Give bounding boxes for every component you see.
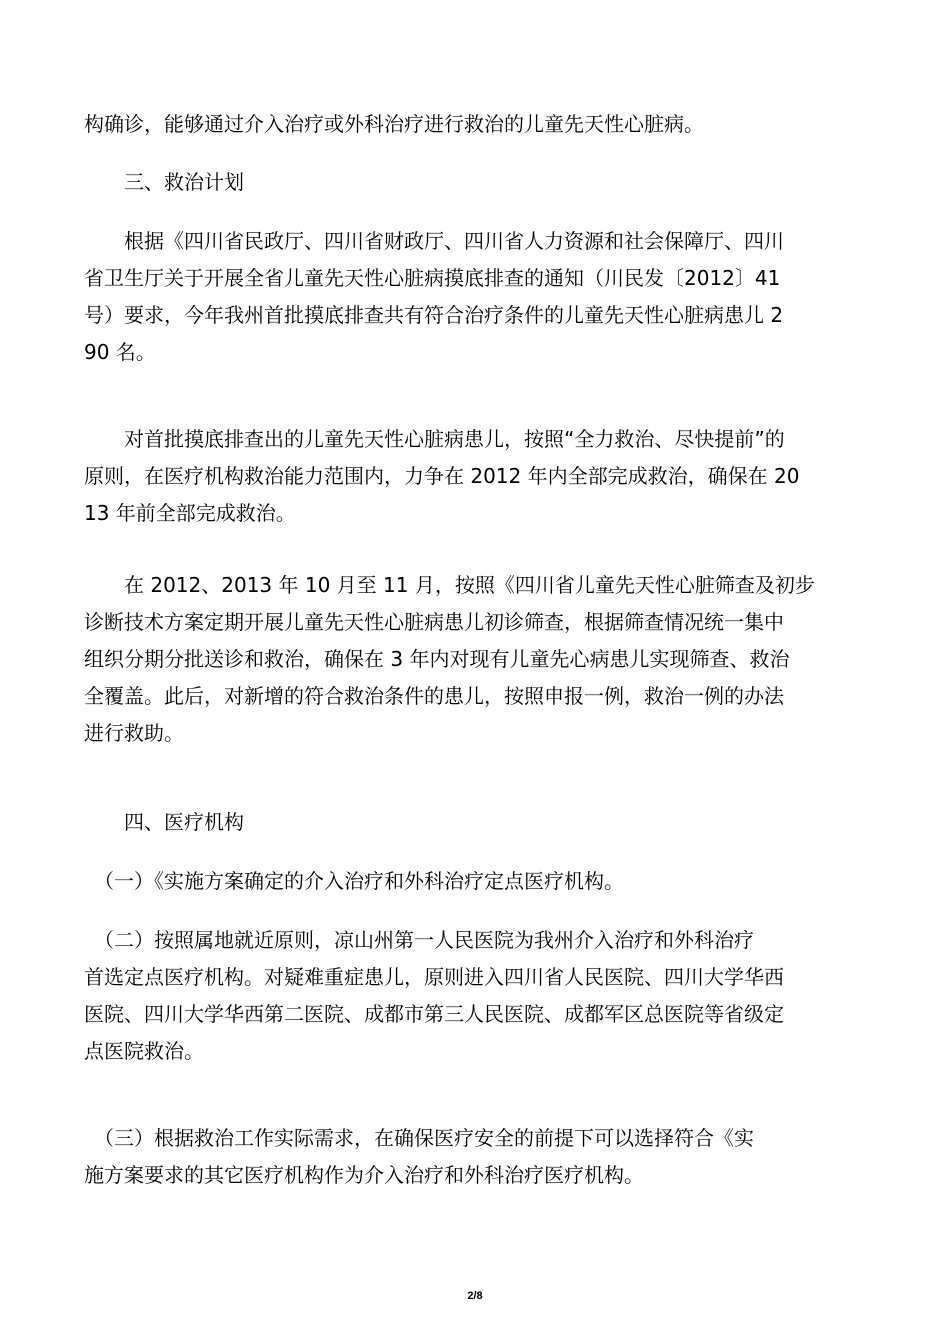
paragraph-plan-1 xyxy=(84,223,866,371)
paragraph-intro-tail xyxy=(84,106,866,143)
heading-text: 三、救治计划 xyxy=(84,170,244,194)
text-line: 全覆盖。此后，对新增的符合救治条件的患儿，按照申报一例，救治一例的办法 xyxy=(84,684,784,708)
text-line: （二）按照属地就近原则，凉山州第一人民医院为我州介入治疗和外科治疗 xyxy=(84,928,754,952)
text-line: 根据《四川省民政厅、四川省财政厅、四川省人力资源和社会保障厅、四川 xyxy=(84,229,784,253)
text-line: 原则，在医疗机构救治能力范围内，力争在 2012 年内全部完成救治，确保在 20 xyxy=(84,464,800,488)
paragraph-institution-2 xyxy=(84,922,866,1070)
text-line: 进行救助。 xyxy=(84,721,184,745)
text-line: 省卫生厅关于开展全省儿童先天性心脏病摸底排查的通知（川民发〔2012〕41 xyxy=(84,266,781,290)
paragraph-institution-1 xyxy=(84,863,866,900)
text-line: 号）要求，今年我州首批摸底排查共有符合治疗条件的儿童先天性心脏病患儿 2 xyxy=(84,303,784,327)
text-line: 首选定点医疗机构。对疑难重症患儿，原则进入四川省人民医院、四川大学华西 xyxy=(84,965,784,989)
text-line: 施方案要求的其它医疗机构作为介入治疗和外科治疗医疗机构。 xyxy=(84,1163,644,1187)
section-heading-3 xyxy=(84,164,866,201)
paragraph-plan-2 xyxy=(84,421,866,532)
section-heading-4 xyxy=(84,804,866,841)
text-line: 诊断技术方案定期开展儿童先天性心脏病患儿初诊筛查，根据筛查情况统一集中 xyxy=(84,610,784,634)
page-number: 2/8 xyxy=(467,1290,483,1302)
text-line: 医院、四川大学华西第二医院、成都市第三人民医院、成都军区总医院等省级定 xyxy=(84,1002,784,1026)
text-line: （一）《实施方案确定的介入治疗和外科治疗定点医疗机构。 xyxy=(84,869,624,893)
text-line: 对首批摸底排查出的儿童先天性心脏病患儿，按照“全力救治、尽快提前”的 xyxy=(84,427,785,451)
text-line: 组织分期分批送诊和救治，确保在 3 年内对现有儿童先心病患儿实现筛查、救治 xyxy=(84,647,790,671)
text-line: 构确诊，能够通过介入治疗或外科治疗进行救治的儿童先天性心脏病。 xyxy=(84,112,704,136)
text-line: 在 2012、2013 年 10 月至 11 月，按照《四川省儿童先天性心脏筛查及初步 xyxy=(84,573,815,597)
text-line: （三）根据救治工作实际需求，在确保医疗安全的前提下可以选择符合《实 xyxy=(84,1126,754,1150)
paragraph-institution-3 xyxy=(84,1120,866,1194)
paragraph-plan-3 xyxy=(84,567,866,752)
heading-text: 四、医疗机构 xyxy=(84,810,244,834)
text-line: 90 名。 xyxy=(84,340,156,364)
text-line: 点医院救治。 xyxy=(84,1039,204,1063)
text-line: 13 年前全部完成救治。 xyxy=(84,501,296,525)
